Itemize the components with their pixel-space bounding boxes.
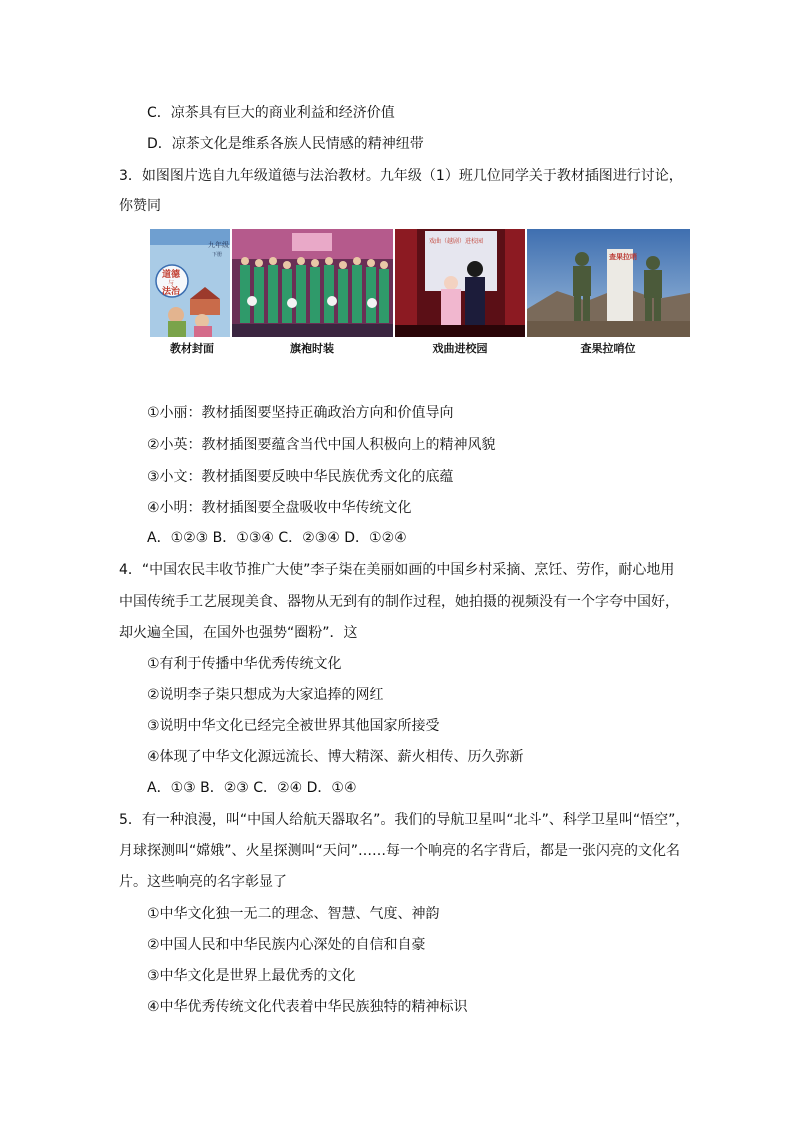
q5-statement-2: ②中国人民和中华民族内心深处的自信和自豪 (147, 937, 426, 953)
q3-choices: A．①②③ B．①③④ C．②③④ D．①②④ (147, 530, 407, 546)
opera-banner-text: 戏曲（越剧）进校园 (429, 238, 484, 245)
q4-stem-line2: 中国传统手工艺展现美食、器物从无到有的制作过程，她拍摄的视频没有一个字夸中国好， (119, 594, 679, 610)
qipao-fashion-image (232, 229, 393, 337)
caption-textbook-cover: 教材封面 (170, 342, 214, 355)
cover-volume-text: 下册 (212, 252, 223, 258)
q2-option-c: C．凉茶具有巨大的商业利益和经济价值 (147, 105, 395, 121)
q4-statement-4: ④体现了中华文化源远流长、博大精深、薪火相传、历久弥新 (147, 749, 524, 765)
opera-campus-image (395, 229, 525, 337)
q4-statement-2: ②说明李子柒只想成为大家追捧的网红 (147, 687, 384, 703)
cover-title-joiner: 与 (168, 280, 175, 287)
q5-stem-line1: 5．有一种浪漫，叫“中国人给航天器取名”。我们的导航卫星叫“北斗”、科学卫星叫“悟空”， (119, 812, 690, 828)
outpost-stone-text: 查果拉哨 (609, 253, 637, 261)
q3-statement-4: ④小明：教材插图要全盘吸收中华传统文化 (147, 500, 412, 516)
q4-stem-line3: 却火遍全国，在国外也强势“圈粉”．这 (119, 625, 358, 641)
caption-opera-campus: 戏曲进校园 (432, 342, 488, 355)
q5-statement-1: ①中华文化独一无二的理念、智慧、气度、神韵 (147, 906, 440, 922)
q4-statement-1: ①有利于传播中华优秀传统文化 (147, 656, 342, 672)
cover-grade-text: 九年级 (208, 241, 229, 249)
q5-stem-line2: 月球探测叫“嫦娥”、火星探测叫“天问”……每一个响亮的名字背后，都是一张闪亮的文化名 (119, 843, 681, 859)
q5-statement-3: ③中华文化是世界上最优秀的文化 (147, 968, 356, 984)
q4-stem-line1: 4．“中国农民丰收节推广大使”李子柒在美丽如画的中国乡村采摘、烹饪、劳作，耐心地用 (119, 562, 675, 578)
q3-stem-line1: 3．如图图片选自九年级道德与法治教材。九年级（1）班几位同学关于教材插图进行讨论， (119, 168, 683, 184)
q3-stem-line2: 你赞同 (119, 198, 161, 214)
chaguola-outpost-image (527, 229, 690, 337)
q4-choices: A．①③ B．②③ C．②④ D．①④ (147, 780, 357, 796)
q3-statement-1: ①小丽：教材插图要坚持正确政治方向和价值导向 (147, 405, 454, 421)
caption-qipao-fashion: 旗袍时装 (290, 342, 334, 355)
q4-statement-3: ③说明中华文化已经完全被世界其他国家所接受 (147, 718, 440, 734)
q5-stem-line3: 片。这些响亮的名字彰显了 (119, 874, 287, 890)
q3-statement-2: ②小英：教材插图要蕴含当代中国人积极向上的精神风貌 (147, 437, 496, 453)
cover-title-2: 法治 (162, 287, 181, 297)
q5-statement-4: ④中华优秀传统文化代表着中华民族独特的精神标识 (147, 999, 468, 1015)
caption-chaguola-outpost: 查果拉哨位 (580, 342, 636, 355)
cover-title-1: 道德 (162, 270, 181, 280)
q2-option-d: D．凉茶文化是维系各族人民情感的精神纽带 (147, 136, 424, 152)
textbook-cover-image (150, 229, 230, 337)
q3-statement-3: ③小文：教材插图要反映中华民族优秀文化的底蕴 (147, 469, 454, 485)
